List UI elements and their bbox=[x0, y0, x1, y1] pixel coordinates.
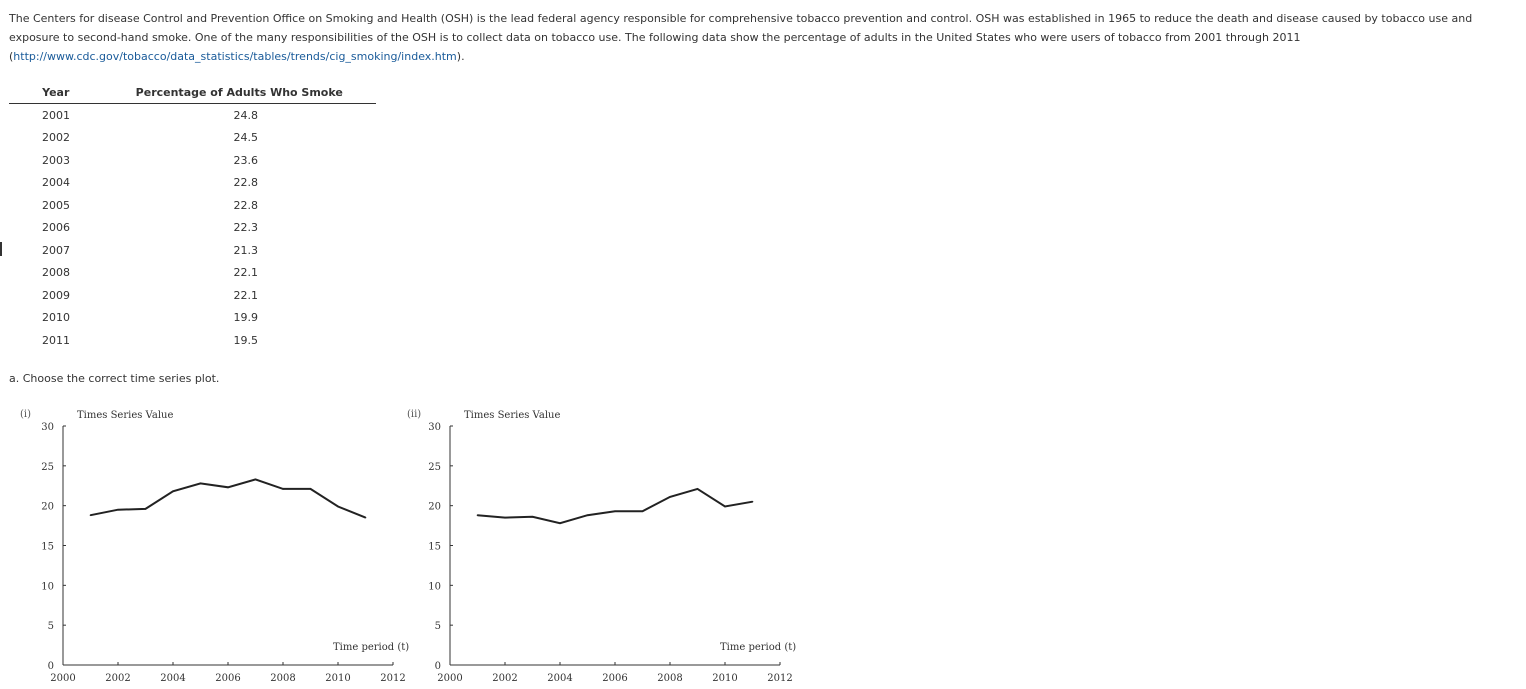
year-cell: 2004 bbox=[42, 176, 70, 190]
data-point bbox=[504, 517, 506, 519]
table-row bbox=[9, 239, 376, 262]
data-point bbox=[642, 510, 644, 512]
percentage-cell: 22.1 bbox=[233, 288, 259, 302]
x-tick-label: 2006 bbox=[215, 673, 241, 684]
series-line bbox=[91, 479, 366, 517]
x-tick-label: 2002 bbox=[492, 673, 518, 684]
percentage-cell: 22.8 bbox=[233, 198, 259, 212]
y-tick-label: 5 bbox=[434, 621, 441, 633]
data-point bbox=[614, 510, 616, 512]
x-tick-label: 2010 bbox=[712, 673, 738, 684]
y-tick-label: 20 bbox=[41, 501, 54, 513]
year-cell: 2011 bbox=[42, 333, 70, 347]
year-cell: 2001 bbox=[42, 108, 70, 122]
data-point bbox=[90, 514, 92, 516]
year-cell: 2007 bbox=[42, 243, 70, 257]
plot-label: (i) bbox=[20, 409, 32, 420]
data-point bbox=[337, 506, 339, 508]
header-percentage: Percentage of Adults Who Smoke bbox=[103, 82, 376, 104]
y-tick-label: 25 bbox=[41, 461, 54, 473]
source-url: http://www.cdc.gov/tobacco/data_statistics/tables/trends/cig_smoking/index.htm bbox=[13, 50, 457, 63]
data-point bbox=[587, 514, 589, 516]
x-tick-label: 2008 bbox=[270, 673, 296, 684]
year-cell: 2005 bbox=[42, 198, 70, 212]
plot-label: (ii) bbox=[407, 409, 422, 420]
table-row bbox=[9, 127, 376, 150]
year-cell: 2009 bbox=[42, 288, 70, 302]
data-point bbox=[752, 501, 754, 503]
year-cell: 2008 bbox=[42, 266, 70, 280]
data-point bbox=[724, 506, 726, 508]
y-tick-label: 30 bbox=[41, 422, 54, 433]
x-tick-label: 2012 bbox=[767, 673, 793, 684]
series-line bbox=[478, 489, 753, 523]
table-row bbox=[9, 104, 376, 127]
y-tick-label: 15 bbox=[428, 541, 441, 553]
intro-text-end: ). bbox=[456, 50, 465, 63]
year-cell: 2003 bbox=[42, 153, 70, 167]
y-tick-label: 30 bbox=[428, 422, 441, 433]
data-point bbox=[227, 487, 229, 489]
data-point bbox=[172, 491, 174, 493]
data-point bbox=[117, 509, 119, 511]
table-row bbox=[9, 284, 376, 307]
x-tick-label: 2006 bbox=[602, 673, 628, 684]
question-text: a. Choose the correct time series plot. bbox=[9, 372, 220, 385]
y-tick-label: 10 bbox=[41, 581, 54, 593]
table-row bbox=[9, 262, 376, 285]
intro-paragraph bbox=[9, 9, 1521, 66]
table-row bbox=[9, 217, 376, 240]
table-header-row bbox=[9, 82, 376, 104]
data-point bbox=[310, 488, 312, 490]
smoking-data-table bbox=[9, 82, 376, 352]
percentage-cell: 22.3 bbox=[233, 221, 259, 235]
plot-option-ii[interactable] bbox=[407, 404, 797, 689]
percentage-cell: 24.5 bbox=[233, 131, 259, 145]
y-axis-label: Times Series Value bbox=[77, 410, 174, 421]
x-tick-label: 2000 bbox=[50, 673, 76, 684]
data-point bbox=[255, 479, 257, 481]
x-tick-label: 2008 bbox=[657, 673, 683, 684]
intro-text: The Centers for disease Control and Prevention Office on Smoking and Health (OSH) is the lead federal agency responsible for comprehensive tobacco prevention and control. OSH was established in 1965 to reduce the death and disease caused by tobacco use and exposure to second-hand smoke. One of the many responsibilities of the OSH is to collect data on tobacco use. The following data show the percentage of adults in the United States who were users of tobacco from 2001 through 2011 ( bbox=[9, 12, 1473, 63]
data-point bbox=[145, 508, 147, 510]
percentage-cell: 24.8 bbox=[233, 108, 259, 122]
table-row bbox=[9, 172, 376, 195]
y-tick-label: 25 bbox=[428, 461, 441, 473]
data-point bbox=[669, 496, 671, 498]
data-point bbox=[697, 488, 699, 490]
x-tick-label: 2000 bbox=[437, 673, 463, 684]
percentage-cell: 21.3 bbox=[233, 243, 259, 257]
y-tick-label: 10 bbox=[428, 581, 441, 593]
percentage-cell: 19.9 bbox=[233, 311, 259, 325]
year-cell: 2002 bbox=[42, 131, 70, 145]
y-tick-label: 0 bbox=[434, 661, 441, 672]
y-tick-label: 0 bbox=[47, 661, 54, 672]
table-row bbox=[9, 329, 376, 352]
y-tick-label: 15 bbox=[41, 541, 54, 553]
table-row bbox=[9, 149, 376, 172]
left-edge-marker bbox=[0, 242, 2, 256]
data-point bbox=[559, 522, 561, 524]
x-tick-label: 2002 bbox=[105, 673, 131, 684]
data-point bbox=[200, 483, 202, 485]
plot-option-i[interactable] bbox=[20, 404, 410, 689]
data-point bbox=[532, 516, 534, 518]
x-axis-label: Time period (t) bbox=[333, 642, 410, 653]
y-tick-label: 20 bbox=[428, 501, 441, 513]
x-axis-label: Time period (t) bbox=[720, 642, 797, 653]
percentage-cell: 23.6 bbox=[233, 153, 259, 167]
header-year: Year bbox=[9, 82, 103, 104]
y-axis-label: Times Series Value bbox=[464, 410, 561, 421]
percentage-cell: 22.1 bbox=[233, 266, 259, 280]
x-tick-label: 2004 bbox=[160, 673, 186, 684]
x-tick-label: 2004 bbox=[547, 673, 573, 684]
percentage-cell: 19.5 bbox=[233, 333, 259, 347]
data-point bbox=[365, 517, 367, 519]
data-point bbox=[477, 514, 479, 516]
percentage-cell: 22.8 bbox=[233, 176, 259, 190]
x-tick-label: 2012 bbox=[380, 673, 406, 684]
time-series-plot-i bbox=[20, 404, 410, 686]
y-tick-label: 5 bbox=[47, 621, 54, 633]
x-tick-label: 2010 bbox=[325, 673, 351, 684]
year-cell: 2006 bbox=[42, 221, 70, 235]
table-row bbox=[9, 307, 376, 330]
data-point bbox=[282, 488, 284, 490]
time-series-plot-ii bbox=[407, 404, 797, 686]
year-cell: 2010 bbox=[42, 311, 70, 325]
table-body bbox=[9, 104, 376, 352]
table-row bbox=[9, 194, 376, 217]
